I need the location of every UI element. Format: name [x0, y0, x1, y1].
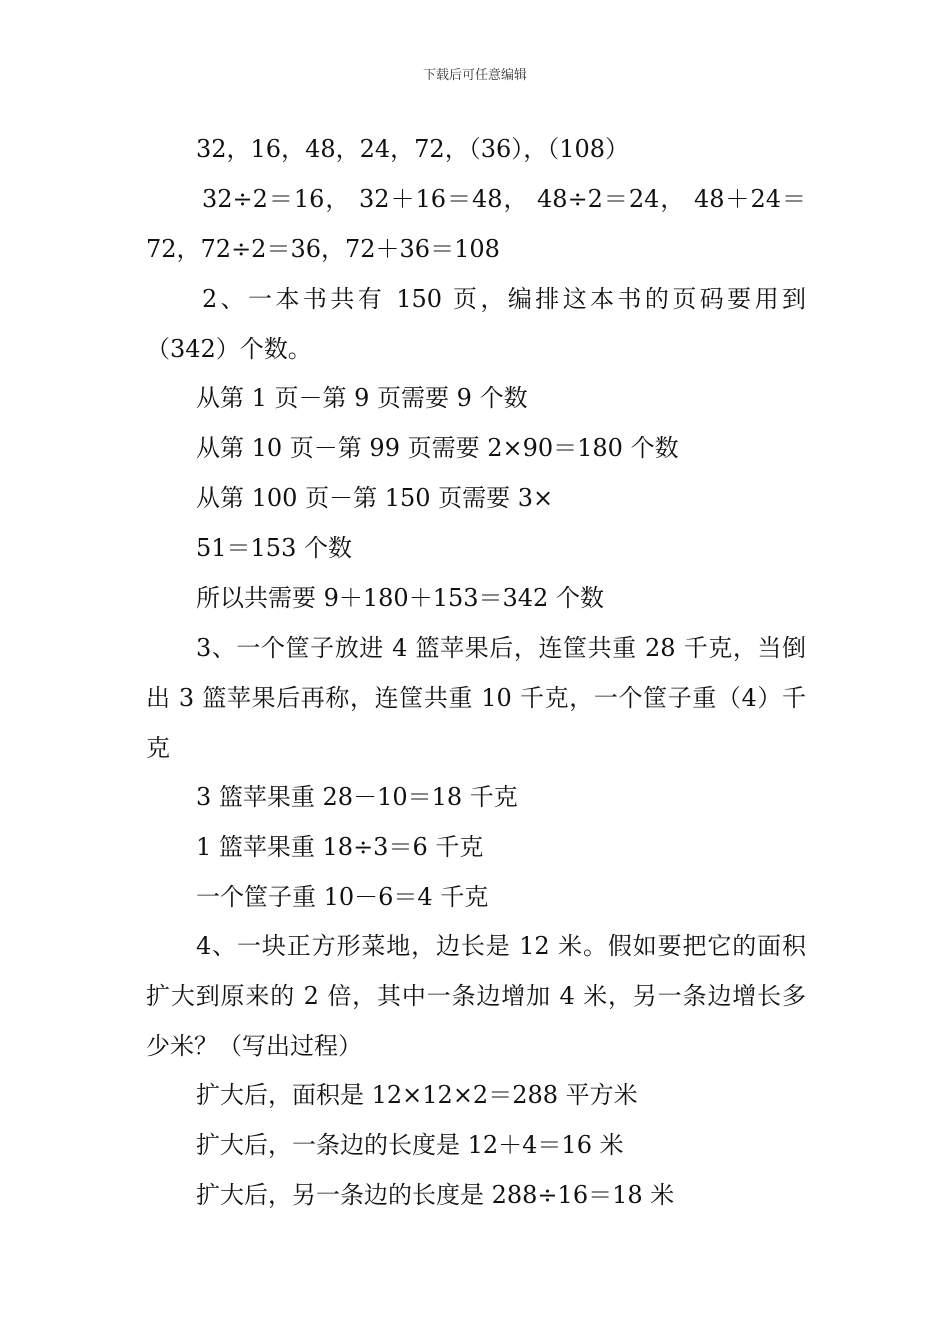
text-line: 2、一本书共有 150 页，编排这本书的页码要用到 [202, 285, 806, 313]
text-line: 51＝153 个数 [196, 534, 352, 562]
text-line: 32÷2＝16， 32＋16＝48， 48÷2＝24， 48＋24＝ [202, 185, 806, 213]
text-line: 扩大后，另一条边的长度是 288÷16＝18 米 [196, 1181, 675, 1209]
text-line: 一个筐子重 10－6＝4 千克 [196, 883, 489, 911]
text-line: 扩大后，一条边的长度是 12＋4＝16 米 [196, 1131, 624, 1159]
text-line: 从第 10 页－第 99 页需要 2×90＝180 个数 [196, 434, 679, 462]
text-line: 3、一个筐子放进 4 篮苹果后，连筐共重 28 千克，当倒 [196, 634, 806, 662]
text-line: 1 篮苹果重 18÷3＝6 千克 [196, 833, 484, 861]
text-line: 扩大到原来的 2 倍，其中一条边增加 4 米，另一条边增长多 [146, 982, 806, 1010]
text-line: 从第 100 页－第 150 页需要 3× [196, 484, 554, 512]
text-line: 克 [146, 734, 170, 762]
text-line: （342）个数。 [146, 335, 312, 363]
text-line: 扩大后，面积是 12×12×2＝288 平方米 [196, 1081, 638, 1109]
page-header: 下载后可任意编辑 [422, 68, 527, 83]
text-line: 出 3 篮苹果后再称，连筐共重 10 千克，一个筐子重（4）千 [146, 684, 806, 712]
text-line: 少米？（写出过程） [146, 1032, 362, 1060]
text-line: 4、一块正方形菜地，边长是 12 米。假如要把它的面积 [196, 932, 806, 960]
text-line: 32，16，48，24，72，（36），（108） [196, 135, 630, 163]
text-line: 72，72÷2＝36，72＋36＝108 [146, 235, 500, 263]
text-line: 3 篮苹果重 28－10＝18 千克 [196, 783, 518, 811]
text-line: 从第 1 页－第 9 页需要 9 个数 [196, 384, 528, 412]
text-line: 所以共需要 9＋180＋153＝342 个数 [196, 584, 604, 612]
